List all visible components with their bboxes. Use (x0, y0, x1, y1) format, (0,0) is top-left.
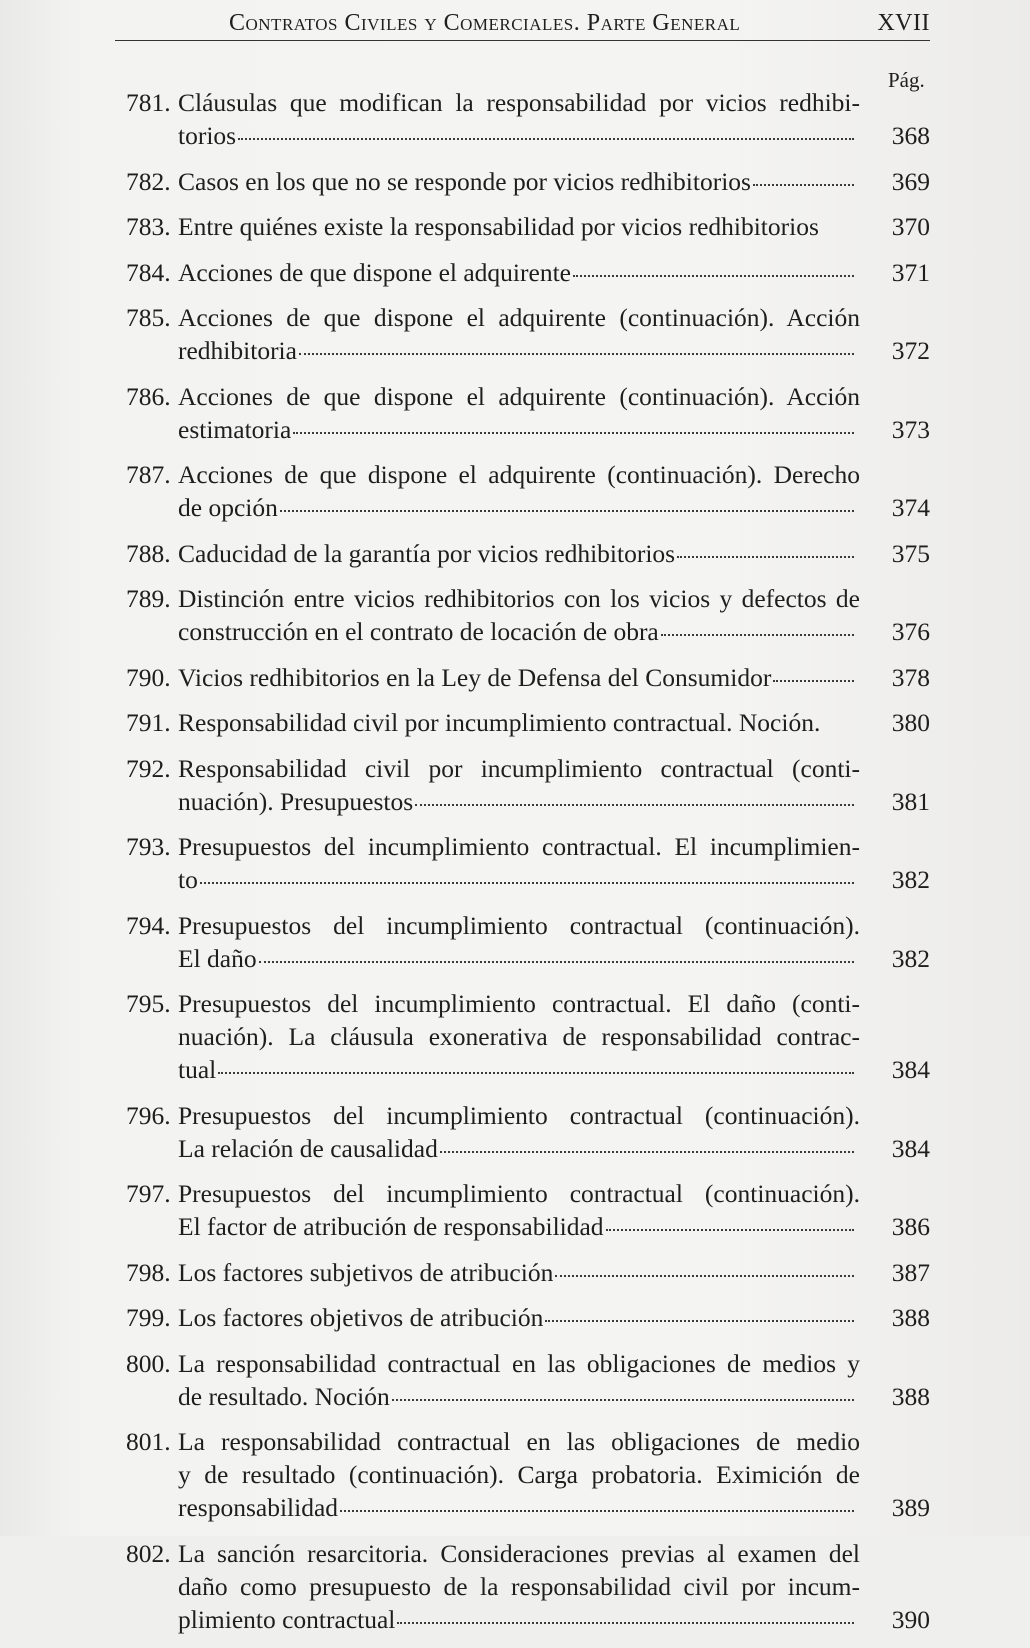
dot-leader (555, 1269, 854, 1277)
dot-leader (573, 269, 854, 277)
dot-leader (238, 132, 854, 140)
dot-leader (218, 1066, 854, 1074)
toc-entry (126, 830, 930, 896)
entry-number: 781. (126, 88, 171, 117)
entry-page-number: 371 (891, 257, 930, 287)
running-header (115, 8, 930, 41)
dot-leader (340, 1504, 854, 1512)
entry-number: 784. (126, 257, 171, 287)
entry-title (178, 909, 860, 975)
entry-title-line: Responsabilidad civil por incumplimiento contractual (conti- (178, 753, 860, 783)
entry-title-last-line (178, 1256, 860, 1289)
entry-title-last-line (178, 661, 860, 694)
page-column-label: Pág. (888, 68, 925, 92)
entry-page-number: 386 (891, 1212, 930, 1241)
entry-title-last-line (178, 413, 860, 446)
entry-title-last-line (178, 334, 860, 367)
dot-leader (259, 955, 854, 963)
entry-number: 783. (126, 212, 171, 241)
entry-title-line: Acciones de que dispone el adquirente (continuación). Acción (178, 303, 860, 332)
toc-entry (126, 909, 930, 975)
entry-title-line: Presupuestos del incumplimiento contractual. El incumplimien- (178, 832, 860, 861)
dot-leader (545, 1314, 854, 1322)
entry-number: 792. (126, 753, 171, 783)
entry-title-last-line (178, 1491, 860, 1524)
entry-title-last-line (178, 210, 860, 243)
entry-title-last-line (178, 785, 860, 818)
entry-title-last-line (178, 537, 860, 570)
entry-page-number: 381 (891, 786, 930, 816)
entry-title-line: y de resultado (continuación). Carga probatoria. Eximición de (178, 1460, 860, 1489)
toc-entry (126, 256, 930, 289)
entry-title-text: El daño (178, 943, 257, 973)
toc-entry (126, 1347, 930, 1413)
entry-title-last-line (178, 119, 860, 152)
entry-page-number: 387 (891, 1257, 930, 1287)
entry-title (178, 537, 860, 570)
toc-entry (126, 661, 930, 694)
entry-title-text: tual (178, 1055, 217, 1084)
entry-title-text: estimatoria (178, 414, 292, 444)
dot-leader (299, 347, 854, 355)
entry-number: 794. (126, 910, 171, 940)
entry-title-line: Distinción entre vicios redhibitorios con los vicios y defectos de (178, 584, 860, 613)
entry-title (178, 830, 860, 896)
entry-title (178, 706, 860, 739)
entry-title-line: Presupuestos del incumplimiento contractual (continuación). (178, 910, 860, 940)
entry-number: 789. (126, 584, 171, 613)
entry-title (178, 210, 860, 243)
entry-title-last-line (178, 1132, 860, 1165)
entry-number: 797. (126, 1179, 171, 1208)
entry-page-number: 384 (891, 1055, 930, 1084)
running-title: Contratos Civiles y Comerciales. Parte General (229, 10, 741, 36)
entry-number: 802. (126, 1538, 171, 1568)
entry-title-line: Presupuestos del incumplimiento contractual (continuación). (178, 1100, 860, 1130)
entry-title-line: nuación). La cláusula exonerativa de responsabilidad contrac- (178, 1022, 860, 1051)
entry-title-last-line (178, 1053, 860, 1086)
toc-entry (126, 537, 930, 570)
toc-entry (126, 301, 930, 367)
toc-entry (126, 987, 930, 1086)
entry-title-text: Entre quiénes existe la responsabilidad por vicios redhibitorios (178, 212, 819, 241)
dot-leader (661, 628, 854, 636)
entry-title-text: responsabilidad (178, 1493, 339, 1522)
entry-title-text: de resultado. Noción (178, 1381, 390, 1411)
toc-entry (126, 1256, 930, 1289)
entry-title-last-line (178, 863, 860, 896)
entry-title-last-line (178, 615, 860, 648)
table-of-contents (126, 86, 930, 1648)
entry-title-text: Los factores objetivos de atribución (178, 1303, 544, 1332)
entry-page-number: 370 (891, 212, 930, 241)
entry-page-number: 380 (891, 708, 930, 737)
entry-title (178, 987, 860, 1086)
entry-title (178, 752, 860, 818)
entry-page-number: 372 (891, 336, 930, 365)
entry-page-number: 388 (891, 1381, 930, 1411)
entry-number: 790. (126, 662, 171, 692)
entry-title-line: La sanción resarcitoria. Consideraciones previas al examen del (178, 1538, 860, 1568)
entry-title-text: torios (178, 121, 237, 150)
entry-number: 786. (126, 381, 171, 411)
entry-page-number: 376 (891, 617, 930, 646)
toc-entry (126, 1099, 930, 1165)
entry-page-number: 373 (891, 414, 930, 444)
toc-entry (126, 1177, 930, 1243)
entry-title (178, 458, 860, 524)
entry-number: 791. (126, 708, 171, 737)
toc-entry (126, 1425, 930, 1524)
entry-number: 798. (126, 1257, 171, 1287)
dot-leader (677, 550, 854, 558)
dot-leader (753, 178, 854, 186)
entry-number: 782. (126, 166, 171, 196)
entry-title-line: La responsabilidad contractual en las obligaciones de medio (178, 1427, 860, 1456)
entry-title-last-line (178, 1210, 860, 1243)
entry-title-line: Presupuestos del incumplimiento contractual. El daño (conti- (178, 989, 860, 1018)
entry-title (178, 256, 860, 289)
entry-title (178, 380, 860, 446)
entry-title (178, 301, 860, 367)
entry-title-text: construcción en el contrato de locación de obra (178, 617, 659, 646)
dot-leader (822, 721, 854, 727)
entry-title-text: La relación de causalidad (178, 1133, 438, 1163)
dot-leader (606, 1223, 854, 1231)
entry-number: 785. (126, 303, 171, 332)
entry-number: 800. (126, 1348, 171, 1378)
entry-title (178, 1099, 860, 1165)
entry-number: 788. (126, 538, 171, 568)
entry-number: 799. (126, 1303, 171, 1332)
entry-page-number: 378 (891, 662, 930, 692)
entry-title-last-line (178, 706, 860, 739)
toc-entry (126, 380, 930, 446)
entry-title-line: Cláusulas que modifican la responsabilidad por vicios redhibi- (178, 88, 860, 117)
entry-title-last-line (178, 1301, 860, 1334)
entry-title-last-line (178, 165, 860, 198)
toc-entry (126, 86, 930, 152)
entry-page-number: 374 (891, 493, 930, 522)
toc-entry (126, 458, 930, 524)
entry-page-number: 389 (891, 1493, 930, 1522)
entry-page-number: 382 (891, 943, 930, 973)
entry-title (178, 1256, 860, 1289)
entry-title (178, 1301, 860, 1334)
entry-page-number: 382 (891, 865, 930, 894)
entry-title-text: nuación). Presupuestos (178, 786, 414, 816)
entry-title-line: daño como presupuesto de la responsabilidad civil por incum- (178, 1571, 860, 1601)
entry-title-last-line (178, 942, 860, 975)
entry-title-text: Acciones de que dispone el adquirente (178, 257, 571, 287)
entry-title (178, 1425, 860, 1524)
entry-title-text: de opción (178, 493, 278, 522)
entry-title-text: Caducidad de la garantía por vicios redhibitorios (178, 538, 676, 568)
entry-title (178, 86, 860, 152)
entry-title (178, 582, 860, 648)
page-number-roman: XVII (877, 10, 930, 36)
entry-page-number: 369 (891, 166, 930, 196)
entry-title (178, 165, 860, 198)
entry-title-line: Acciones de que dispone el adquirente (continuación). Derecho (178, 460, 860, 489)
dot-leader (280, 504, 854, 512)
dot-leader (392, 1393, 854, 1401)
entry-title-line: Acciones de que dispone el adquirente (continuación). Acción (178, 381, 860, 411)
entry-number: 787. (126, 460, 171, 489)
dot-leader (415, 798, 854, 806)
entry-page-number: 375 (891, 538, 930, 568)
toc-entry (126, 1301, 930, 1334)
entry-title-last-line (178, 1380, 860, 1413)
entry-title (178, 661, 860, 694)
toc-entry (126, 165, 930, 198)
dot-leader (440, 1145, 854, 1153)
toc-entry (126, 210, 930, 243)
dot-leader (200, 876, 854, 884)
entry-title-text: El factor de atribución de responsabilidad (178, 1212, 604, 1241)
entry-title-text: to (178, 865, 198, 894)
entry-title (178, 1347, 860, 1413)
entry-page-number: 384 (891, 1133, 930, 1163)
dot-leader (821, 225, 854, 231)
entry-title-text: plimiento contractual (178, 1604, 396, 1634)
entry-page-number: 368 (891, 121, 930, 150)
toc-entry (126, 706, 930, 739)
entry-title-last-line (178, 1603, 860, 1636)
entry-title-last-line (178, 256, 860, 289)
entry-page-number: 390 (891, 1604, 930, 1634)
toc-entry (126, 752, 930, 818)
entry-title-text: Los factores subjetivos de atribución (178, 1257, 554, 1287)
entry-title (178, 1177, 860, 1243)
toc-entry (126, 582, 930, 648)
entry-number: 795. (126, 989, 171, 1018)
toc-entry (126, 1537, 930, 1636)
dot-leader (773, 674, 854, 682)
entry-number: 801. (126, 1427, 171, 1456)
entry-title (178, 1537, 860, 1636)
entry-title-line: La responsabilidad contractual en las obligaciones de medios y (178, 1348, 860, 1378)
entry-title-text: redhibitoria (178, 336, 297, 365)
entry-title-text: Casos en los que no se responde por vicios redhibitorios (178, 166, 751, 196)
entry-number: 796. (126, 1100, 171, 1130)
entry-title-line: Presupuestos del incumplimiento contractual (continuación). (178, 1179, 860, 1208)
entry-number: 793. (126, 832, 171, 861)
entry-title-last-line (178, 491, 860, 524)
dot-leader (293, 426, 854, 434)
entry-title-text: Vicios redhibitorios en la Ley de Defensa del Consumidor (178, 662, 772, 692)
entry-title-text: Responsabilidad civil por incumplimiento contractual. Noción. (178, 708, 821, 737)
entry-page-number: 388 (891, 1303, 930, 1332)
dot-leader (397, 1616, 854, 1624)
